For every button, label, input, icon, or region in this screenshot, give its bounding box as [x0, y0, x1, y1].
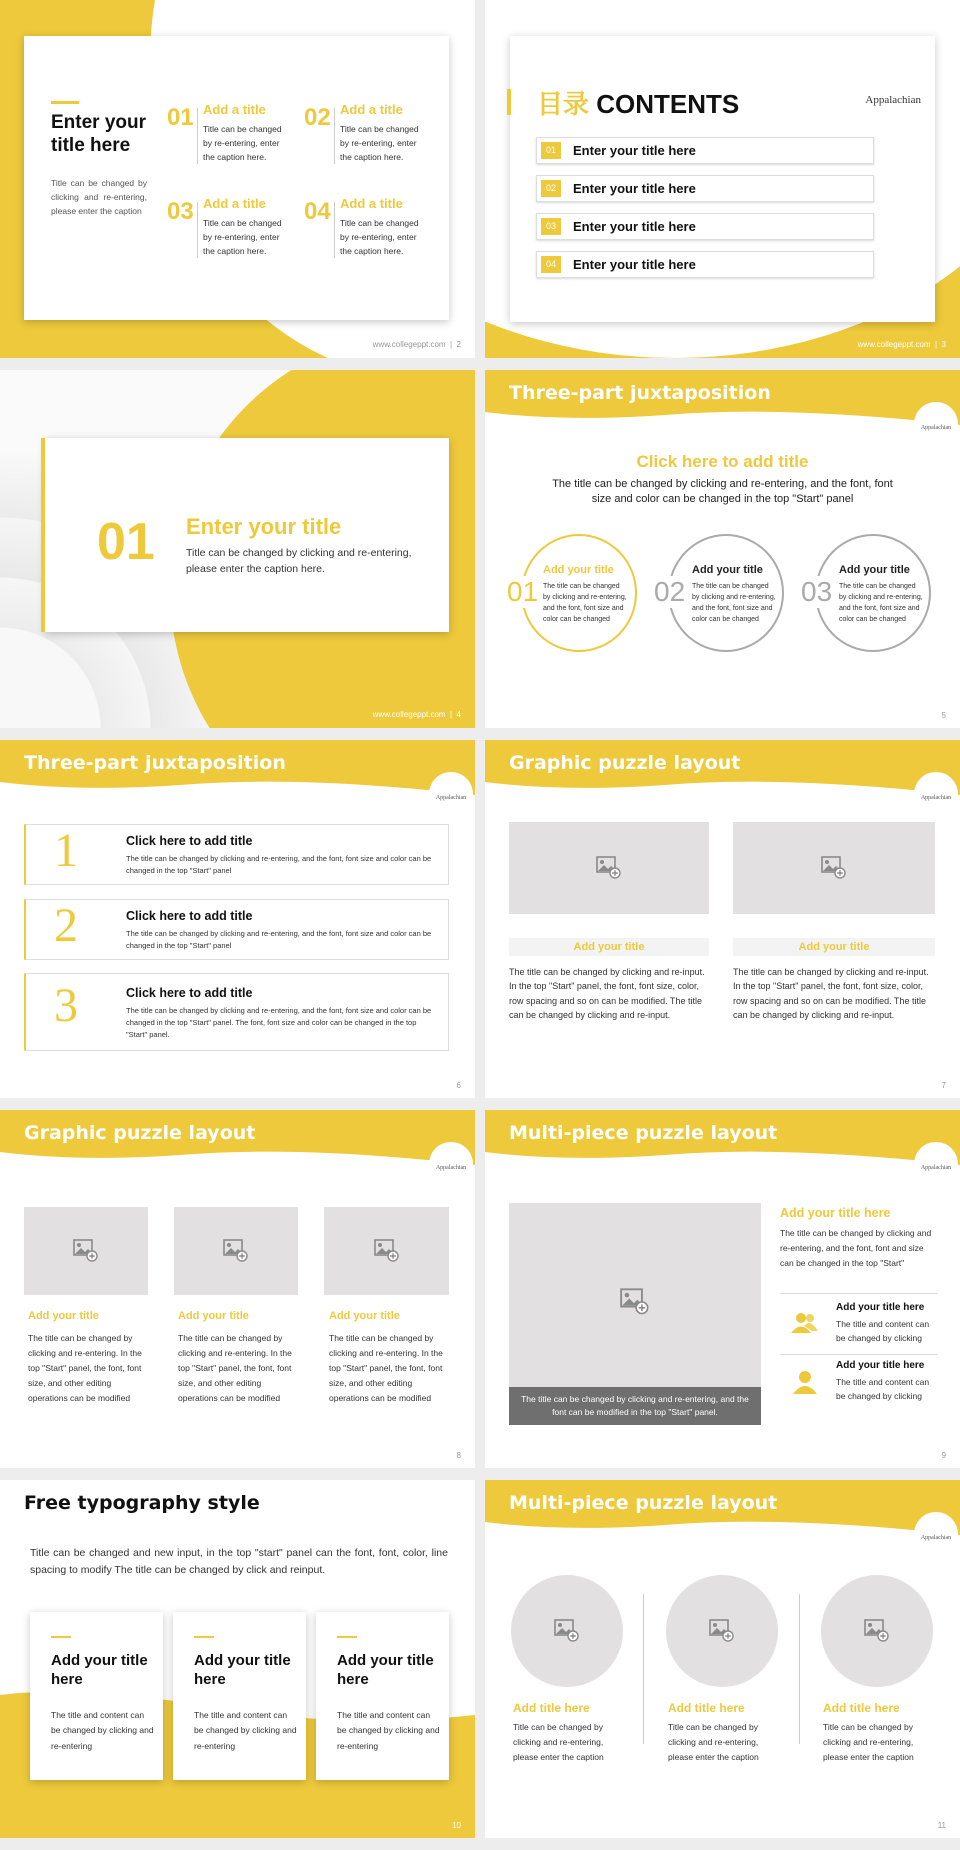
slide-9[interactable] [485, 1110, 960, 1468]
list-row-3[interactable] [24, 973, 449, 1051]
add-image-icon [864, 1619, 890, 1643]
item-num-badge: 01 [541, 142, 561, 159]
slide-2[interactable] [0, 0, 475, 358]
slide-8[interactable] [0, 1110, 475, 1468]
accent-dash [51, 1636, 71, 1638]
page-number: 3 [941, 340, 946, 349]
item-text: Title can be changed by re-entering, enter the caption here. [203, 124, 282, 163]
image-caption: The title can be changed by clicking and re-entering, and the font can be modified in the top "Start" panel. [509, 1387, 761, 1425]
item-divider [334, 202, 335, 258]
list-row-1[interactable] [24, 824, 449, 885]
item-title: Add your title [509, 938, 709, 956]
page-number: 10 [452, 1821, 461, 1830]
item-label: Enter your title here [573, 219, 696, 234]
title-en: CONTENTS [596, 89, 740, 119]
slide-10[interactable] [0, 1480, 475, 1838]
users-icon [790, 1312, 820, 1334]
header-title: Multi-piece puzzle layout [509, 1492, 778, 1514]
header-title: Three-part juxtaposition [24, 752, 286, 774]
item-text: The title can be changed by clicking and re-entering. In the top "Start" panel, the font, font size, and other editing operations can be modified [28, 1333, 142, 1403]
card-title: Add your title here [337, 1652, 434, 1688]
logo: Appalachian [429, 1142, 473, 1186]
list-row-2[interactable] [24, 899, 449, 960]
slide-footer: www.collegeppt.com | 4 [372, 710, 461, 719]
header-wave [0, 1110, 475, 1180]
logo: Appalachian [429, 772, 473, 816]
circle-text: The title can be changed by clicking and re-entering, and the font, font size and color can be changed [543, 583, 627, 623]
footer-url: www.collegeppt.com [857, 340, 931, 349]
section-card [45, 438, 449, 632]
item-title: Add title here [668, 1701, 745, 1715]
item-04 [304, 198, 424, 268]
image-placeholder-circle[interactable] [666, 1575, 778, 1687]
image-placeholder[interactable] [24, 1207, 148, 1295]
slide-intro: Title can be changed and new input, in the top "start" panel can the font, font, color, line spacing to modify The title can be changed by click and reinput. [30, 1547, 448, 1576]
add-image-icon [73, 1239, 99, 1263]
item-03 [167, 198, 287, 268]
item-divider [334, 108, 335, 164]
page-number: 6 [456, 1081, 461, 1090]
logo: Appalachian [914, 1512, 958, 1556]
circle-number: 03 [801, 576, 833, 607]
add-image-icon [821, 856, 847, 880]
column-divider [799, 1594, 800, 1744]
contents-item-04[interactable] [536, 251, 874, 278]
footer-url: www.collegeppt.com [372, 340, 446, 349]
header-wave [485, 1110, 960, 1180]
header-wave [0, 740, 475, 810]
slide-title: Free typography style [24, 1492, 260, 1514]
slide-footer: www.collegeppt.com | 2 [372, 340, 461, 349]
text-card-2 [173, 1612, 306, 1780]
accent-bar [41, 438, 45, 632]
item-title: Add your title [178, 1310, 249, 1322]
section-number: 01 [97, 513, 155, 571]
row-text: The title can be changed by clicking and re-entering, and the font, font size and color can be changed in the top "Start" panel [126, 854, 432, 875]
item-number: 04 [304, 198, 331, 225]
item-title: Add a title [203, 196, 266, 211]
accent-dash [51, 101, 79, 104]
feature-text: The title and content can be changed by clicking [836, 1319, 930, 1344]
section-title: Enter your title [186, 514, 342, 539]
item-number: 03 [167, 198, 194, 225]
page-number: 2 [456, 340, 461, 349]
row-text: The title can be changed by clicking and re-entering, and the font, font size and color can be changed in the top "Start" panel [126, 929, 432, 950]
card-text: The title and content can be changed by clicking and re-entering [51, 1710, 154, 1751]
footer-url: www.collegeppt.com [372, 710, 446, 719]
logo: Appalachian [914, 402, 958, 446]
header-title: Graphic puzzle layout [24, 1122, 256, 1144]
circle-item-03 [801, 534, 931, 652]
header-title: Multi-piece puzzle layout [509, 1122, 778, 1144]
add-image-icon [709, 1619, 735, 1643]
contents-item-02[interactable] [536, 175, 874, 202]
item-text: Title can be changed by clicking and re-entering, please enter the caption [513, 1722, 604, 1762]
row-title: Click here to add title [126, 834, 253, 848]
row-number: 3 [54, 979, 78, 1032]
logo: Appalachian [914, 772, 958, 816]
accent-dash [337, 1636, 357, 1638]
item-text: The title can be changed by clicking and re-input. In the top "Start" panel, the font, font size, color, row spacing and so on can be modified. The title can be changed by clicking and re-input. [509, 967, 705, 1021]
item-text: Title can be changed by clicking and re-entering, please enter the caption [668, 1722, 759, 1762]
item-divider [197, 202, 198, 258]
item-number: 01 [167, 104, 194, 131]
item-text: Title can be changed by re-entering, enter the caption here. [203, 218, 282, 257]
circle-item-02 [654, 534, 784, 652]
slide-3[interactable] [485, 0, 960, 358]
logo: Appalachian [914, 1142, 958, 1186]
feature-divider [780, 1354, 938, 1355]
add-image-icon [374, 1239, 400, 1263]
header-title: Graphic puzzle layout [509, 752, 741, 774]
row-number: 1 [54, 824, 78, 877]
header-wave [485, 370, 960, 440]
add-image-icon [554, 1619, 580, 1643]
item-title: Add a title [340, 102, 403, 117]
image-placeholder[interactable] [733, 822, 935, 914]
slide-6[interactable] [0, 740, 475, 1098]
page-number: 11 [937, 1821, 946, 1830]
contents-item-03[interactable] [536, 213, 874, 240]
item-title: Add a title [203, 102, 266, 117]
side-text: The title can be changed by clicking and re-entering, and the font, font and size can be changed in the top "Start" [780, 1228, 932, 1268]
item-title: Add a title [340, 196, 403, 211]
content-card [24, 36, 449, 320]
slide-subtitle: The title can be changed by clicking and re-entering, and the font, font size and color can be changed in the top "Start" panel [552, 478, 893, 506]
slide-title: Click here to add title [636, 452, 809, 471]
item-title: Add title here [513, 1701, 590, 1715]
column-divider [643, 1594, 644, 1744]
slide-11[interactable] [485, 1480, 960, 1838]
text-card-3 [316, 1612, 449, 1780]
item-text: The title can be changed by clicking and re-input. In the top "Start" panel, the font, font size, color, row spacing and so on can be modified. The title can be changed by clicking and re-input. [733, 967, 929, 1021]
row-number: 2 [54, 899, 78, 952]
item-number: 02 [304, 104, 331, 131]
header-wave [485, 1480, 960, 1550]
circle-text: The title can be changed by clicking and re-entering, and the font, font size and color can be changed [839, 583, 923, 623]
circle-number: 01 [507, 576, 539, 607]
image-placeholder[interactable] [324, 1207, 449, 1295]
item-label: Enter your title here [573, 257, 696, 272]
feature-title: Add your title here [836, 1360, 925, 1371]
page-number: 8 [456, 1451, 461, 1460]
side-divider [780, 1293, 938, 1294]
image-placeholder-circle[interactable] [821, 1575, 933, 1687]
page-number: 4 [456, 710, 461, 719]
item-title: Add your title [329, 1310, 400, 1322]
card-heading: Enter your title here [51, 112, 147, 156]
header-title: Three-part juxtaposition [509, 382, 771, 404]
card-body: Title can be changed by clicking and re-entering, please enter the caption [51, 178, 147, 217]
feature-item-1 [780, 1302, 940, 1352]
card-text: The title and content can be changed by clicking and re-entering [337, 1710, 440, 1751]
circle-title: Add your title [543, 564, 614, 576]
add-image-icon [596, 856, 622, 880]
item-text: Title can be changed by clicking and re-entering, please enter the caption [823, 1722, 914, 1762]
slide-7[interactable] [485, 740, 960, 1098]
slide-footer: www.collegeppt.com | 3 [857, 340, 946, 349]
item-num-badge: 04 [541, 256, 561, 273]
circle-title: Add your title [692, 564, 763, 576]
side-title: Add your title here [780, 1206, 891, 1220]
page-number: 9 [941, 1451, 946, 1460]
item-02 [304, 104, 424, 174]
item-num-badge: 02 [541, 180, 561, 197]
item-title: Add title here [823, 1701, 900, 1715]
image-placeholder-circle[interactable] [511, 1575, 623, 1687]
item-text: The title can be changed by clicking and re-entering. In the top "Start" panel, the font, font size, and other editing operations can be modified [178, 1333, 292, 1403]
circle-text: The title can be changed by clicking and re-entering, and the font, font size and color can be changed [692, 583, 776, 623]
title-cn: 目录 [537, 89, 590, 119]
item-text: The title can be changed by clicking and re-entering. In the top "Start" panel, the font, font size, and other editing operations can be modified [329, 1333, 443, 1403]
circle-item-01 [507, 534, 637, 652]
feature-text: The title and content can be changed by clicking [836, 1377, 930, 1402]
item-divider [197, 108, 198, 164]
text-card-1 [30, 1612, 163, 1780]
header-wave [485, 740, 960, 810]
user-icon [792, 1370, 818, 1394]
item-title: Add your title [733, 938, 935, 956]
item-text: Title can be changed by re-entering, enter the caption here. [340, 124, 419, 163]
card-title: Add your title here [194, 1652, 291, 1688]
row-text: The title can be changed by clicking and re-entering, and the font, font size and color can be changed in the top "Start" panel. The font, font size and color can be changed in the top "Start" panel. [126, 1006, 432, 1039]
row-title: Click here to add title [126, 909, 253, 923]
section-caption: Title can be changed by clicking and re-entering, please enter the caption here. [186, 547, 412, 575]
image-placeholder[interactable] [509, 1203, 761, 1425]
row-title: Click here to add title [126, 986, 253, 1000]
accent-dash [194, 1636, 214, 1638]
logo: Appalachian [865, 94, 921, 106]
card-title: Add your title here [51, 1652, 148, 1688]
item-label: Enter your title here [573, 143, 696, 158]
add-image-icon [620, 1288, 650, 1316]
page-number: 7 [941, 1081, 946, 1090]
feature-title: Add your title here [836, 1302, 925, 1313]
item-num-badge: 03 [541, 218, 561, 235]
contents-item-01[interactable] [536, 137, 874, 164]
item-01 [167, 104, 287, 174]
slide-5[interactable] [485, 370, 960, 728]
page-number: 5 [941, 711, 946, 720]
contents-title [537, 84, 739, 121]
feature-item-2 [780, 1360, 940, 1410]
item-title: Add your title [28, 1310, 99, 1322]
item-label: Enter your title here [573, 181, 696, 196]
circle-number: 02 [654, 576, 686, 607]
image-placeholder[interactable] [509, 822, 709, 914]
card-text: The title and content can be changed by clicking and re-entering [194, 1710, 297, 1751]
item-text: Title can be changed by re-entering, enter the caption here. [340, 218, 419, 257]
circle-title: Add your title [839, 564, 910, 576]
slide-4[interactable] [0, 370, 475, 728]
accent-bar [507, 89, 511, 115]
add-image-icon [223, 1239, 249, 1263]
image-placeholder[interactable] [174, 1207, 298, 1295]
contents-card [510, 36, 935, 322]
